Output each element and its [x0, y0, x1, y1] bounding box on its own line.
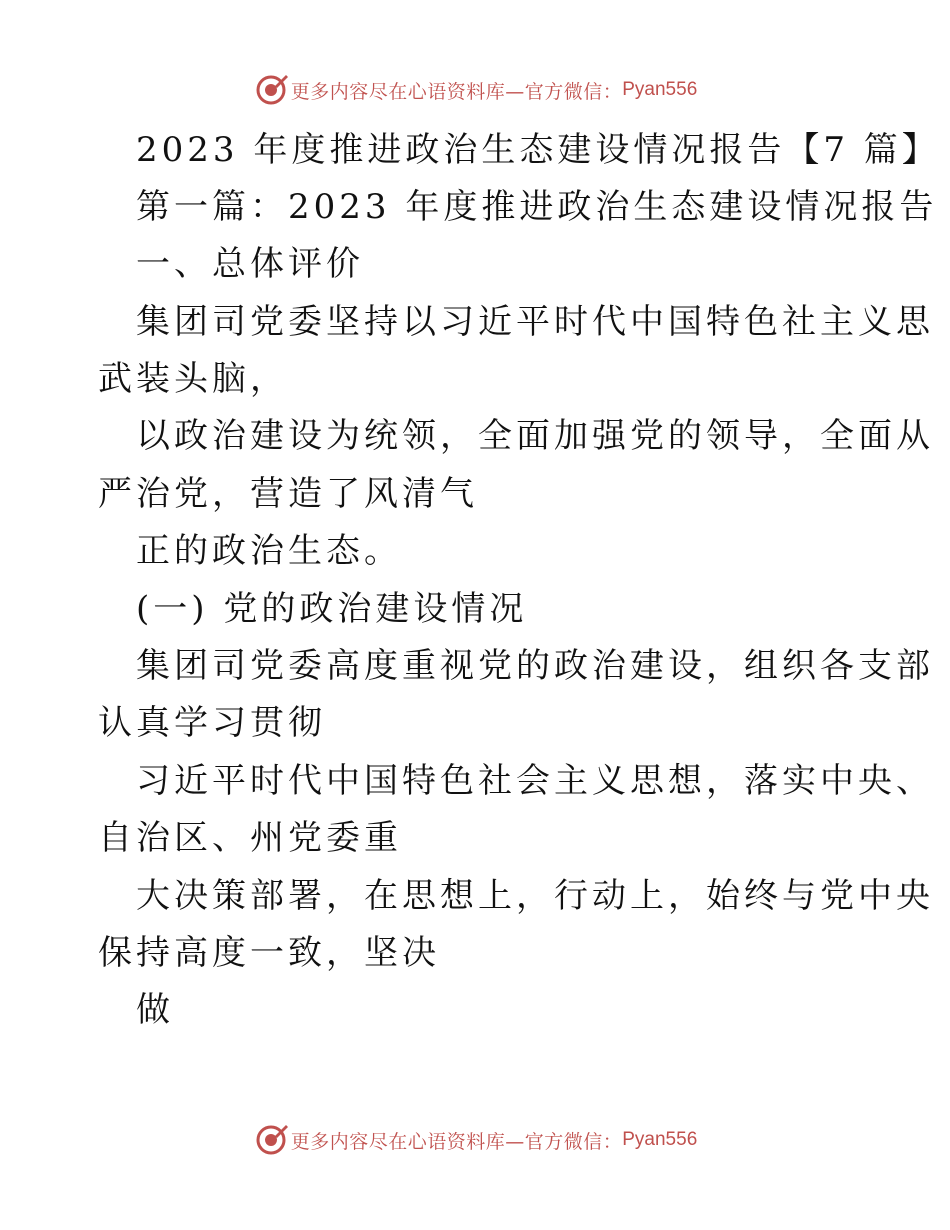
paragraph-line: 习近平时代中国特色社会主义思想，落实中央、: [136, 761, 934, 801]
paragraph-line: 严治党，营造了风清气: [98, 474, 478, 514]
document-title: 2023 年度推进政治生态建设情况报告【7 篇】: [136, 130, 940, 170]
watermark-text: 更多内容尽在心语资料库—官方微信：: [290, 1130, 623, 1153]
paragraph-line: 自治区、州党委重: [98, 818, 402, 858]
paragraph-line: 集团司党委坚持以习近平时代中国特色社主义思: [136, 302, 934, 342]
watermark-text: 更多内容尽在心语资料库—官方微信：: [290, 80, 623, 103]
footer-watermark: [0, 1120, 950, 1160]
watermark-wechat-id: Pyan556: [622, 1129, 698, 1150]
paragraph-line: 保持高度一致，坚决: [98, 933, 440, 973]
section-heading: 一、总体评价: [136, 244, 364, 284]
chapter-title: 第一篇：2023 年度推进政治生态建设情况报告: [136, 187, 938, 227]
paragraph-line: 正的政治生态。: [136, 531, 402, 571]
subsection-heading: (一) 党的政治建设情况: [136, 589, 528, 629]
paragraph-line: 认真学习贯彻: [98, 703, 326, 743]
paragraph-line: 做: [136, 990, 174, 1030]
paragraph-line: 大决策部署，在思想上，行动上，始终与党中央: [136, 876, 934, 916]
header-watermark: [0, 70, 950, 110]
watermark-wechat-id: Pyan556: [622, 79, 698, 100]
paragraph-line: 武装头脑，: [98, 359, 288, 399]
paragraph-line: 以政治建设为统领，全面加强党的领导，全面从: [136, 416, 934, 456]
pen-logo-icon: [253, 72, 289, 108]
pen-logo-icon: [253, 1122, 289, 1158]
paragraph-line: 集团司党委高度重视党的政治建设，组织各支部: [136, 646, 934, 686]
